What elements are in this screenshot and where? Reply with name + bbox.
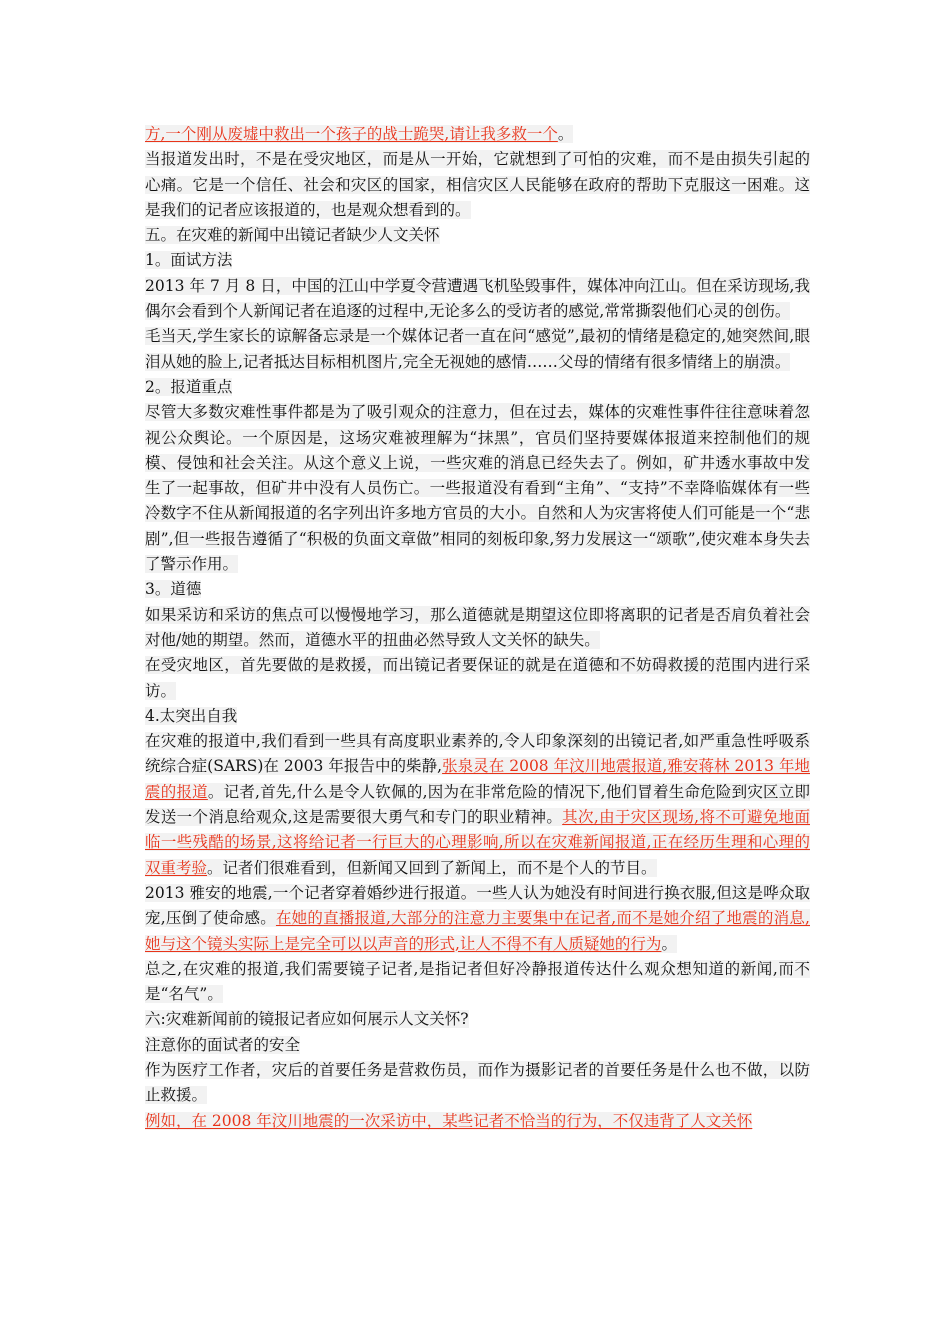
subsection-heading (145, 704, 810, 729)
text-segment: 3。道德 (145, 580, 202, 599)
paragraph (145, 729, 810, 881)
subsection-heading (145, 248, 810, 273)
highlighted-text: 在她的直播报道,大部分的注意力主要集中在记者,而不是她介绍了地震的消息,她与这个镜头实际上是完全可以以声音的形式,让人不得不有人质疑她的行为 (145, 909, 810, 953)
text-segment: 。 (661, 934, 677, 953)
paragraph (145, 147, 810, 223)
document-body (145, 122, 810, 1134)
paragraph (145, 400, 810, 577)
text-segment: 2013 年 7 月 8 日，中国的江山中学夏令营遭遇飞机坠毁事件，媒体冲向江山。但在采访现场,我偶尔会看到个人新闻记者在追逐的过程中,无论多么的受访者的感觉,常常撕裂他们心灵的创伤。 (145, 276, 810, 321)
paragraph (145, 603, 810, 654)
paragraph (145, 1058, 810, 1109)
text-segment: 五。在灾难的新闻中出镜记者缺少人文关怀 (145, 226, 440, 245)
subsection-heading (145, 1033, 810, 1058)
subsection-heading (145, 577, 810, 602)
highlighted-text: 例如，在 2008 年汶川地震的一次采访中，某些记者不恰当的行为，不仅违背了人文关怀 (145, 1111, 753, 1130)
paragraph (145, 1109, 810, 1134)
section-heading (145, 223, 810, 248)
text-segment: 在灾难的报道中,我们看到一些具有高度职业素养的,令人印象深刻的出镜记者,如严重急性呼吸系统综合症(SARS)在 2003 年报告中的柴静, (145, 732, 810, 776)
text-segment: 注意你的面试者的安全 (145, 1035, 301, 1054)
text-segment: 尽管大多数灾难性事件都是为了吸引观众的注意力，但在过去，媒体的灾难性事件往往意味着忽视公众舆论。一个原因是，这场灾难被理解为“抹黑”，官员们坚持要媒体报道来控制他们的规模、侵蚀和社会关注。从这个意义上说，一些灾难的消息已经失去了。例如，矿井透水事故中发生了一起事故，但矿井中没有人员伤亡。一些报道没有看到“主角”、“支持”不幸降临媒体有一些冷数字不住从新闻报道的名字列出许多地方官员的大小。自然和人为灾害将使人们可能是一个“悲剧”,但一些报告遵循了“积极的负面文章做”相同的刻板印象,努力发展这一“颂歌”,使灾难本身失去了警示作用。 (145, 403, 810, 574)
section-heading (145, 1007, 810, 1032)
subsection-heading (145, 375, 810, 400)
text-segment: 当报道发出时，不是在受灾地区，而是从一开始，它就想到了可怕的灾难，而不是由损失引起的心痛。它是一个信任、社会和灾区的国家，相信灾区人民能够在政府的帮助下克服这一困难。这是我们的记者应该报道的，也是观众想看到的。 (145, 150, 810, 219)
text-segment: 。 (557, 125, 574, 143)
highlighted-text: 张泉灵在 2008 年汶川地震报道,雅安蒋林 2013 年地震的报道 (145, 757, 810, 801)
text-segment: 在受灾地区，首先要做的是救援，而出镜记者要保证的就是在道德和不妨碍救援的范围内进行采访。 (145, 656, 810, 700)
paragraph (145, 324, 810, 375)
text-segment: 作为医疗工作者，灾后的首要任务是营救伤员，而作为摄影记者的首要任务是什么也不做，以防止救援。 (145, 1060, 810, 1105)
text-segment: 1。面试方法 (145, 251, 233, 270)
paragraph (145, 274, 810, 325)
text-segment: 4.太突出自我 (145, 706, 238, 725)
text-segment: 2。报道重点 (145, 377, 233, 396)
text-segment: 毛当天,学生家长的谅解备忘录是一个媒体记者一直在问“感觉”,最初的情绪是稳定的,她突然间,眼泪从她的脸上,记者抵达目标相机图片,完全无视她的感情……父母的情绪有很多情绪上的崩溃。 (145, 327, 810, 371)
text-segment: 。记者们很难看到，但新闻又回到了新闻上，而不是个人的节目。 (207, 858, 657, 877)
text-segment: 如果采访和采访的焦点可以慢慢地学习，那么道德就是期望这位即将离职的记者是否肩负着社会对他/她的期望。然而，道德水平的扭曲必然导致人文关怀的缺失。 (145, 605, 810, 649)
paragraph (145, 957, 810, 1008)
highlighted-text: 其次,由于灾区现场,将不可避免地面临一些残酷的场景,这将给记者一行巨大的心理影响,所以在灾难新闻报道,正在经历生理和心理的双重考验 (145, 808, 810, 877)
paragraph (145, 881, 810, 957)
paragraph (145, 122, 810, 147)
text-segment: 总之,在灾难的报道,我们需要镜子记者,是指记者但好冷静报道传达什么观众想知道的新闻,而不是“名气”。 (145, 959, 810, 1004)
highlighted-text: 方,一个刚从废墟中救出一个孩子的战士跪哭,请让我多救一个 (145, 125, 558, 143)
text-segment: 2013 雅安的地震,一个记者穿着婚纱进行报道。一些人认为她没有时间进行换衣服,但这是哗众取宠,压倒了使命感。 (145, 883, 810, 928)
paragraph (145, 653, 810, 704)
text-segment: 六:灾难新闻前的镜报记者应如何展示人文关怀? (145, 1010, 469, 1029)
text-segment: 。记者,首先,什么是令人钦佩的,因为在非常危险的情况下,他们冒着生命危险到灾区立即发送一个消息给观众,这是需要很大勇气和专门的职业精神。 (145, 782, 810, 827)
